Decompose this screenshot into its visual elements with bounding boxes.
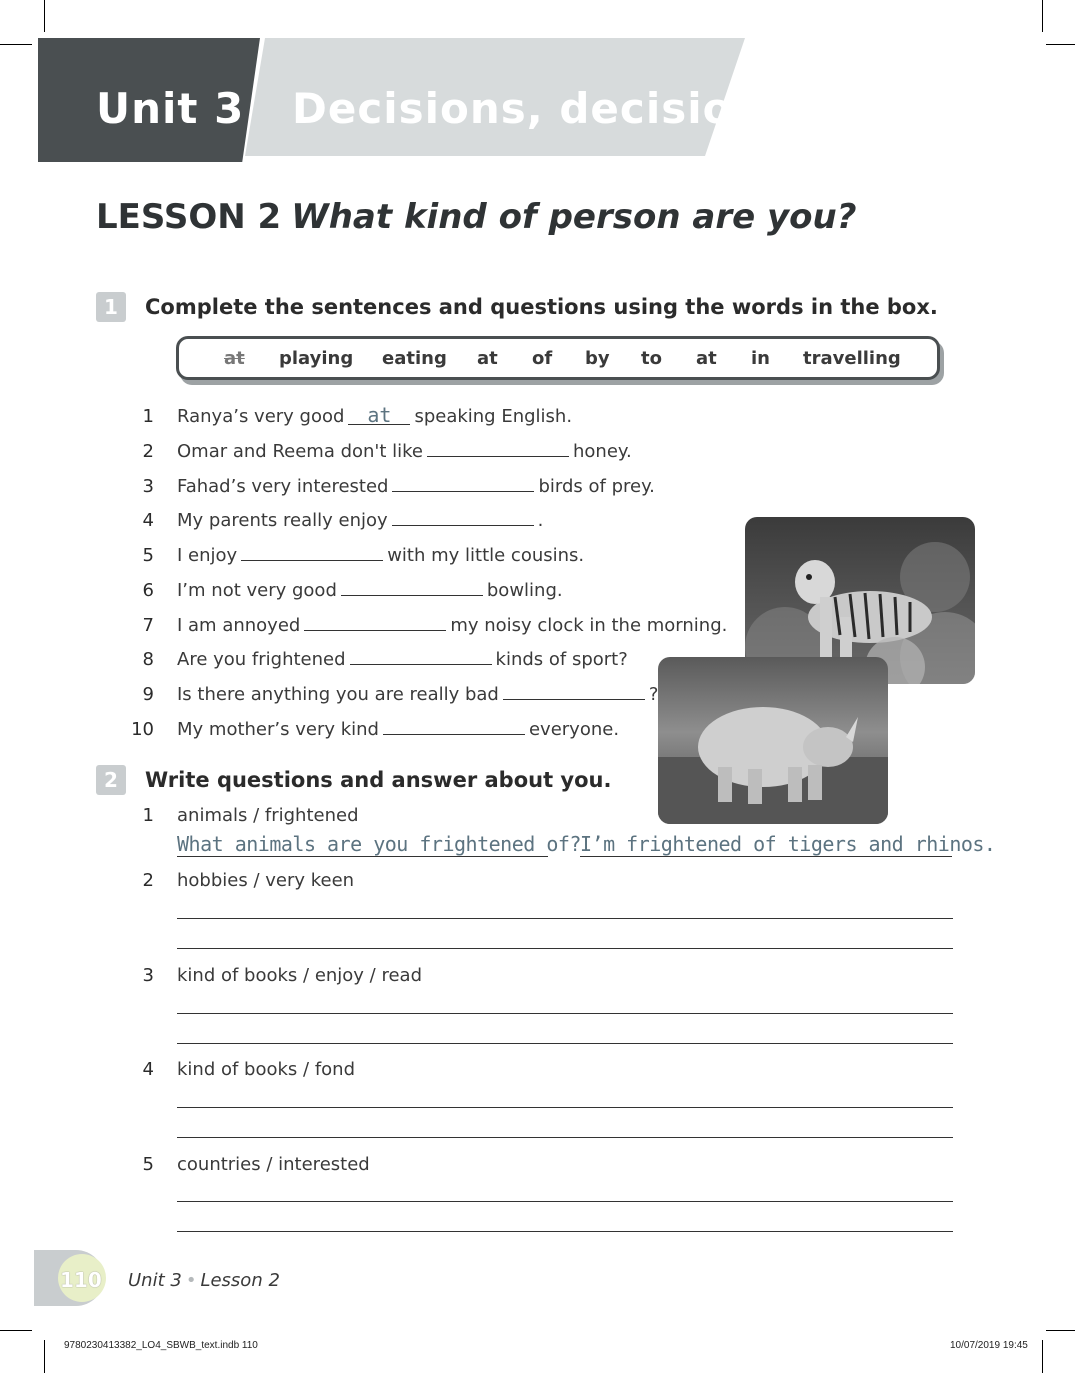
sentence-end: birds of prey. — [538, 476, 655, 497]
sentence-end: honey. — [573, 441, 632, 462]
word-box-word: in — [751, 348, 770, 369]
rhino-photo — [658, 657, 888, 824]
sentence-start: Omar and Reema don't like — [177, 441, 424, 462]
sentence-item — [177, 580, 563, 601]
answer-blank[interactable] — [241, 546, 383, 561]
answer-line[interactable] — [177, 1043, 953, 1044]
word-box-word: of — [532, 348, 553, 369]
footer-label — [128, 1270, 280, 1291]
sentence-item — [177, 649, 628, 670]
footer-unit: Unit 3 — [128, 1270, 182, 1291]
crop-mark — [44, 0, 45, 32]
sentence-end: with my little cousins. — [387, 545, 585, 566]
item-number: 1 — [142, 406, 154, 427]
word-box-word: travelling — [803, 348, 901, 369]
lesson-label: LESSON 2 — [96, 197, 282, 237]
prompt-text: countries / interested — [177, 1154, 370, 1175]
sentence-item — [177, 719, 619, 740]
answer-blank[interactable] — [392, 511, 534, 526]
answer-blank[interactable] — [427, 442, 569, 457]
item-number: 5 — [142, 1154, 154, 1175]
item-number: 2 — [142, 870, 154, 891]
answer-line[interactable] — [177, 918, 953, 919]
exercise-1-badge: 1 — [96, 292, 126, 322]
answer-blank[interactable] — [341, 581, 483, 596]
prompt-text: kind of books / fond — [177, 1059, 355, 1080]
item-number: 10 — [131, 719, 154, 740]
sentence-item — [177, 684, 658, 705]
word-box-word: at — [224, 348, 245, 369]
prompt-text: kind of books / enjoy / read — [177, 965, 423, 986]
exercise-1-instruction: Complete the sentences and questions using the words in the box. — [145, 295, 938, 319]
word-box-word: at — [696, 348, 717, 369]
unit-title: Unit 3 — [96, 84, 245, 133]
prompt-text: hobbies / very keen — [177, 870, 355, 891]
answer-blank[interactable] — [350, 650, 492, 665]
word-box — [176, 336, 940, 380]
word-box-word: by — [585, 348, 610, 369]
sentence-start: Is there anything you are really bad — [177, 684, 499, 705]
sentence-end: my noisy clock in the morning. — [450, 615, 728, 636]
item-number: 3 — [142, 965, 154, 986]
sentence-item — [177, 615, 727, 636]
sentence-start: I am annoyed — [177, 615, 301, 636]
sentence-start: Fahad’s very interested — [177, 476, 389, 497]
exercise-2-instruction: Write questions and answer about you. — [145, 768, 612, 792]
lesson-heading — [96, 197, 856, 237]
item-number: 8 — [142, 649, 154, 670]
example-question[interactable]: What animals are you frightened of? — [177, 832, 581, 856]
answer-line[interactable] — [177, 1231, 953, 1232]
answer-line[interactable] — [177, 948, 953, 949]
answer-blank[interactable] — [383, 720, 525, 735]
footer-lesson: Lesson 2 — [200, 1270, 280, 1291]
item-number: 9 — [142, 684, 154, 705]
sentence-start: Are you frightened — [177, 649, 346, 670]
sentence-item — [177, 403, 573, 427]
word-box-word: playing — [279, 348, 354, 369]
answer-blank[interactable] — [392, 477, 534, 492]
item-number: 6 — [142, 580, 154, 601]
separator-dot: • — [185, 1270, 197, 1291]
answer-blank[interactable]: at — [348, 406, 410, 425]
answer-blank[interactable] — [503, 685, 645, 700]
answer-line[interactable] — [177, 1013, 953, 1014]
sentence-start: My parents really enjoy — [177, 510, 388, 531]
exercise-2-badge: 2 — [96, 765, 126, 795]
crop-mark — [1046, 44, 1075, 45]
crop-mark — [0, 1330, 32, 1331]
page-number: 110 — [60, 1268, 102, 1292]
sentence-start: Ranya’s very good — [177, 406, 345, 427]
sentence-end: kinds of sport? — [495, 649, 628, 670]
sentence-item — [177, 510, 543, 531]
rhino-illustration — [658, 657, 888, 824]
lesson-title: What kind of person are you? — [291, 197, 857, 237]
sentence-start: I enjoy — [177, 545, 238, 566]
crop-mark — [1042, 1340, 1043, 1373]
crop-mark — [1042, 0, 1043, 32]
example-answer[interactable]: I’m frightened of tigers and rhinos. — [580, 832, 996, 856]
sentence-end: speaking English. — [414, 406, 573, 427]
answer-line[interactable] — [177, 1107, 953, 1108]
sentence-end: ? — [648, 684, 659, 705]
print-slug-date: 10/07/2019 19:45 — [950, 1340, 1028, 1351]
item-number: 4 — [142, 1059, 154, 1080]
answer-line[interactable] — [177, 1137, 953, 1138]
sentence-end: bowling. — [486, 580, 563, 601]
print-slug-file: 9780230413382_LO4_SBWB_text.indb 110 — [64, 1340, 258, 1351]
item-number: 1 — [142, 805, 154, 826]
sentence-end: . — [537, 510, 544, 531]
crop-mark — [1046, 1330, 1075, 1331]
word-box-word: eating — [382, 348, 447, 369]
sentence-start: My mother’s very kind — [177, 719, 379, 740]
item-number: 4 — [142, 510, 154, 531]
sentence-end: everyone. — [528, 719, 620, 740]
item-number: 7 — [142, 615, 154, 636]
crop-mark — [0, 44, 32, 45]
prompt-text: animals / frightened — [177, 805, 359, 826]
word-box-word: to — [641, 348, 662, 369]
answer-line[interactable] — [177, 1201, 953, 1202]
item-number: 2 — [142, 441, 154, 462]
sentence-item — [177, 441, 632, 462]
word-box-word: at — [477, 348, 498, 369]
item-number: 3 — [142, 476, 154, 497]
sentence-item — [177, 545, 584, 566]
answer-blank[interactable] — [304, 616, 446, 631]
crop-mark — [44, 1340, 45, 1373]
unit-subtitle: Decisions, decisions — [292, 84, 790, 133]
item-number: 5 — [142, 545, 154, 566]
sentence-item — [177, 476, 655, 497]
sentence-start: I’m not very good — [177, 580, 337, 601]
